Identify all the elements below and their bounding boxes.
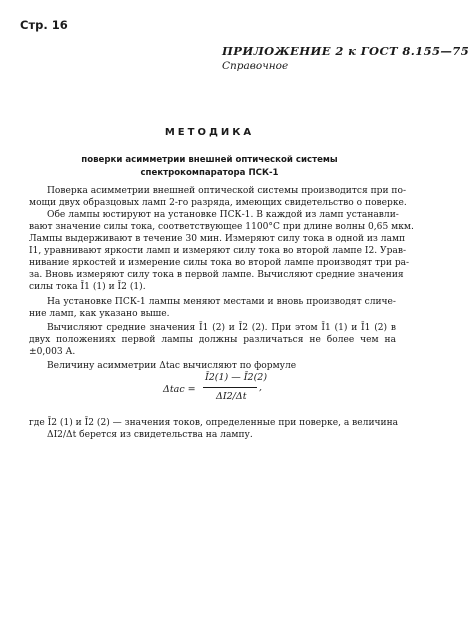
body-line: ΔI2/Δt берется из свидетельства на лампу. xyxy=(47,430,253,440)
page-number: Стр. 16 xyxy=(20,18,68,32)
appendix-subtitle: Справочное xyxy=(222,60,289,72)
body-line: Величину асимметрии Δtас вычисляют по формуле xyxy=(47,361,297,371)
subtitle-line-1: поверки асимметрии внешней оптической системы xyxy=(81,155,338,165)
body-line: Лампы выдерживают в течение 30 мин. Измеряют силу тока в одной из ламп xyxy=(29,234,406,244)
fraction-bar xyxy=(203,387,257,388)
formula-numerator: Ī2(1) — Ī2(2) xyxy=(205,372,268,383)
body-line: нивание яркостей и измерение силы тока во второй лампе производят три ра- xyxy=(29,258,410,268)
body-line: за. Вновь измеряют силу тока в первой лампе. Вычисляют средние значения xyxy=(29,270,404,280)
body-line: ±0,003 А. xyxy=(29,347,76,357)
appendix-title: ПРИЛОЖЕНИЕ 2 к ГОСТ 8.155—75 xyxy=(222,44,469,58)
body-line: Вычисляют средние значения Ī1 (2) и Ī2 (2). При этом Ī1 (1) и Ī1 (2) в xyxy=(47,323,396,333)
body-line: вают значение силы тока, соответствующее 1100°С при длине волны 0,65 мкм. xyxy=(29,222,414,232)
body-line: Обе лампы юстируют на установке ПСК-1. В каждой из ламп устанавли- xyxy=(47,210,399,220)
subtitle-line-2: спектрокомпаратора ПСК-1 xyxy=(140,168,279,178)
body-line: силы тока Ī1 (1) и Ī2 (1). xyxy=(29,282,146,292)
body-line: Поверка асимметрии внешней оптической системы производится при по- xyxy=(47,186,407,196)
formula-comma: , xyxy=(259,382,263,393)
body-line: I1, уравнивают яркости ламп и измеряют силу тока во второй лампе I2. Урав- xyxy=(29,246,407,256)
formula-lhs: Δtас = xyxy=(163,384,196,395)
body-line: На установке ПСК-1 лампы меняют местами и вновь производят сличе- xyxy=(47,297,396,307)
document-title: МЕТОДИКА xyxy=(164,127,255,138)
body-line: двух положениях первой лампы должны различаться не более чем на xyxy=(29,335,396,345)
body-line: мощи двух образцовых ламп 2-го разряда, имеющих свидетельство о поверке. xyxy=(29,198,407,208)
body-line: ние ламп, как указано выше. xyxy=(29,309,170,319)
formula-denominator: ΔI2/Δt xyxy=(216,391,247,402)
body-line: где Ī2 (1) и Ī2 (2) — значения токов, определенные при поверке, а величина xyxy=(29,418,399,428)
